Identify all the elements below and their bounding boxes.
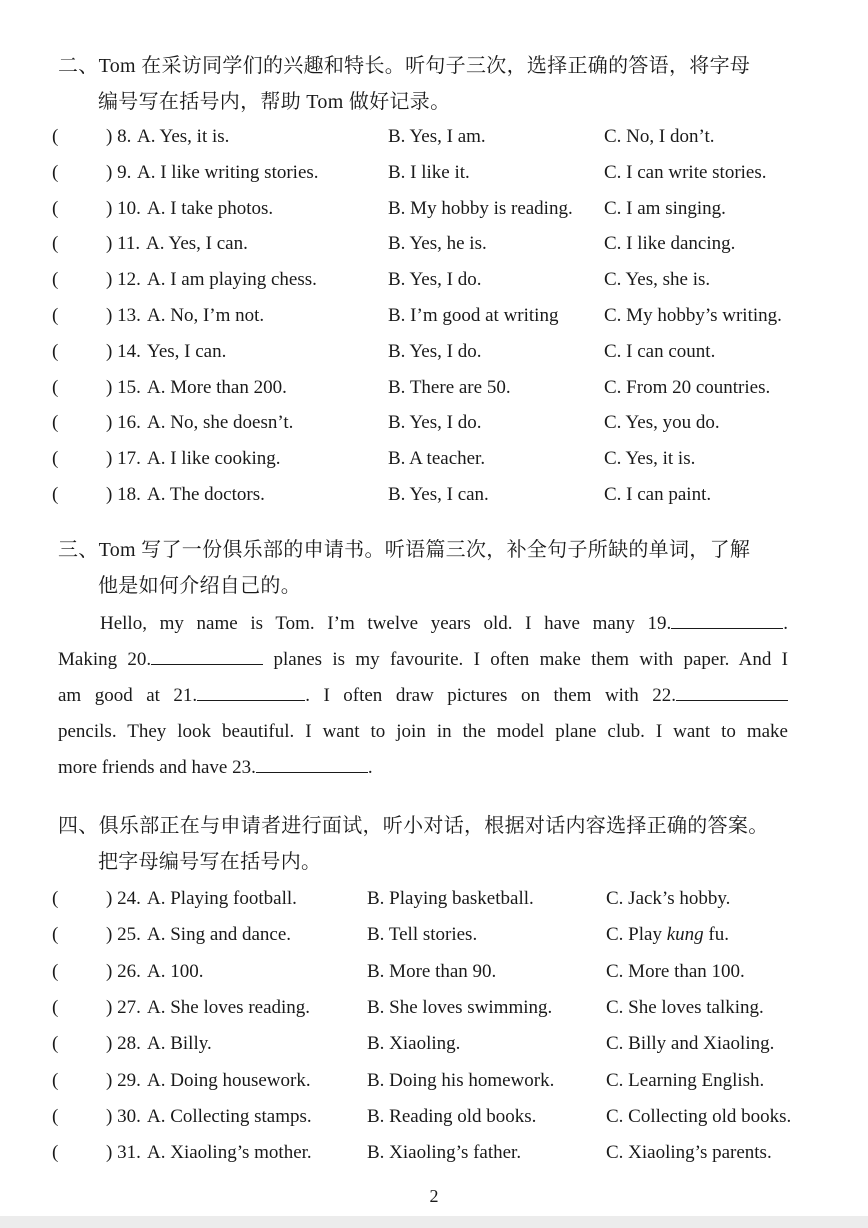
option-b: B. I like it. (388, 161, 470, 183)
question-row (52, 480, 852, 510)
section-2-heading-line1: 二、Tom 在采访同学们的兴趣和特长。听句子三次，选择正确的答语，将字母 (58, 55, 751, 77)
paragraph-text: . I often draw pictures on them with 22. (305, 685, 676, 706)
section-3-heading-line2: 他是如何介绍自己的。 (98, 575, 301, 597)
answer-blank-19[interactable] (671, 608, 783, 629)
option-b: B. Yes, I do. (388, 340, 482, 362)
question-number: ) 15. (106, 376, 141, 398)
option-c: C. I can count. (604, 340, 716, 362)
question-row (52, 1138, 852, 1168)
answer-bracket[interactable]: ( (52, 233, 59, 255)
page-number: 2 (429, 1186, 439, 1206)
answer-bracket[interactable]: ( (52, 269, 59, 291)
option-b: B. My hobby is reading. (388, 197, 573, 219)
answer-bracket[interactable]: ( (52, 1142, 59, 1164)
answer-bracket[interactable]: ( (52, 888, 59, 909)
question-row (52, 158, 852, 188)
option-a: A. I like writing stories. (137, 161, 319, 183)
option-c: C. I like dancing. (604, 233, 736, 255)
option-a: A. No, I’m not. (147, 305, 265, 326)
answer-bracket[interactable]: ( (52, 412, 59, 434)
option-c: C. I can paint. (604, 484, 712, 505)
question-row (52, 229, 852, 259)
answer-bracket[interactable]: ( (52, 197, 59, 219)
option-c: C. Jack’s hobby. (606, 888, 731, 909)
question-number: ) 26. (106, 960, 141, 982)
option-c: C. My hobby’s writing. (604, 305, 782, 326)
option-b: B. Yes, I am. (388, 126, 486, 147)
paragraph-line-1 (58, 606, 788, 642)
question-row (52, 1102, 852, 1132)
option-c-italic: kung (666, 924, 704, 946)
option-a: A. Collecting stamps. (147, 1105, 312, 1127)
option-b: B. More than 90. (367, 960, 497, 982)
question-number: ) 25. (106, 924, 141, 946)
answer-bracket[interactable]: ( (52, 161, 59, 183)
question-number: ) 16. (106, 412, 141, 434)
paragraph-line-5 (58, 750, 788, 786)
answer-bracket[interactable]: ( (52, 340, 59, 362)
paragraph-line-2 (58, 642, 788, 678)
section-4-heading-line1: 四、俱乐部正在与申请者进行面试，听小对话，根据对话内容选择正确的答案。 (58, 815, 769, 837)
option-b: B. She loves swimming. (367, 996, 553, 1018)
option-a: A. Xiaoling’s mother. (147, 1142, 312, 1164)
question-number: ) 13. (106, 305, 141, 326)
question-number: ) 8. (106, 126, 132, 147)
paragraph-line-4: pencils. They look beautiful. I want to join in the model plane club. I want to make (58, 721, 788, 742)
option-c: C. From 20 countries. (604, 376, 771, 398)
question-number: ) 9. (106, 161, 132, 183)
question-row (52, 265, 852, 295)
option-a: A. 100. (147, 960, 204, 982)
option-b: B. Doing his homework. (367, 1069, 555, 1091)
question-number: ) 31. (106, 1142, 141, 1164)
question-row (52, 122, 852, 152)
paragraph-text: am good at 21. (58, 685, 198, 706)
question-row (52, 1066, 852, 1096)
answer-bracket[interactable]: ( (52, 1105, 59, 1127)
option-a: A. I take photos. (147, 197, 274, 219)
question-number: ) 17. (106, 448, 141, 470)
option-c: C. Learning English. (606, 1069, 765, 1091)
scan-edge (0, 1216, 868, 1228)
option-a: A. Doing housework. (147, 1069, 311, 1091)
question-number: ) 14. (106, 340, 141, 362)
option-b: B. A teacher. (388, 448, 486, 470)
option-a: A. Playing football. (147, 888, 297, 909)
paragraph-text: . (783, 613, 788, 634)
option-a: A. Billy. (147, 1033, 212, 1055)
question-number: ) 27. (106, 996, 141, 1018)
option-a: A. More than 200. (147, 376, 287, 398)
answer-blank-20[interactable] (151, 644, 263, 665)
question-row (52, 444, 852, 474)
option-c-text: C. Play (606, 924, 667, 946)
paragraph-text: more friends and have 23. (58, 757, 256, 778)
question-number: ) 30. (106, 1105, 141, 1127)
option-b: B. Yes, I can. (388, 484, 489, 505)
question-number: ) 29. (106, 1069, 141, 1091)
question-row (52, 373, 852, 403)
option-a: A. I like cooking. (147, 448, 281, 470)
option-a: A. She loves reading. (147, 996, 311, 1018)
option-c: C. More than 100. (606, 960, 745, 982)
option-a: Yes, I can. (147, 340, 227, 362)
question-number: ) 10. (106, 197, 141, 219)
answer-blank-21[interactable] (197, 680, 305, 701)
question-number: ) 12. (106, 269, 141, 291)
option-a: A. Sing and dance. (147, 924, 292, 946)
answer-blank-23[interactable] (256, 752, 368, 773)
option-a: A. The doctors. (147, 484, 265, 505)
question-number: ) 28. (106, 1033, 141, 1055)
answer-bracket[interactable]: ( (52, 1069, 59, 1091)
paragraph-text: . (367, 757, 373, 778)
question-row (52, 920, 852, 950)
option-a: A. Yes, it is. (137, 126, 230, 147)
option-b: B. Reading old books. (367, 1105, 537, 1127)
answer-bracket[interactable]: ( (52, 960, 59, 982)
option-b: B. Yes, I do. (388, 269, 482, 291)
option-a: A. No, she doesn’t. (147, 412, 294, 434)
answer-bracket[interactable]: ( (52, 305, 59, 326)
option-c (606, 920, 729, 950)
option-b: B. There are 50. (388, 376, 511, 398)
paragraph-line-3 (58, 678, 788, 714)
paragraph-text: Hello, my name is Tom. I’m twelve years old. I have many 19. (100, 613, 672, 634)
section-3-heading (58, 532, 838, 604)
option-b: B. Xiaoling. (367, 1033, 461, 1055)
answer-bracket[interactable]: ( (52, 126, 59, 147)
question-row (52, 408, 852, 438)
option-c: C. Yes, it is. (604, 448, 696, 470)
option-c: C. Collecting old books. (606, 1105, 792, 1127)
option-c: C. She loves talking. (606, 996, 764, 1018)
option-a: A. I am playing chess. (147, 269, 317, 291)
option-b: B. Yes, he is. (388, 233, 487, 255)
section-2-heading (58, 48, 838, 120)
question-row (52, 194, 852, 224)
section-3-heading-line1: 三、Tom 写了一份俱乐部的申请书。听语篇三次，补全句子所缺的单词，了解 (58, 539, 751, 561)
answer-bracket[interactable]: ( (52, 996, 59, 1018)
option-c: C. Yes, you do. (604, 412, 720, 434)
option-c: C. Xiaoling’s parents. (606, 1142, 772, 1164)
answer-bracket[interactable]: ( (52, 1033, 59, 1055)
option-b: B. Yes, I do. (388, 412, 482, 434)
answer-bracket[interactable]: ( (52, 448, 59, 470)
answer-bracket[interactable]: ( (52, 924, 59, 946)
question-row (52, 1029, 852, 1059)
paragraph-text: Making 20. (58, 649, 152, 670)
option-b: B. Tell stories. (367, 924, 478, 946)
option-c: C. I can write stories. (604, 161, 767, 183)
answer-bracket[interactable]: ( (52, 484, 59, 505)
option-b: B. I’m good at writing (388, 305, 559, 326)
option-b: B. Playing basketball. (367, 888, 534, 909)
section-4-heading-line2: 把字母编号写在括号内。 (98, 851, 322, 873)
question-row (52, 993, 852, 1023)
option-c: C. I am singing. (604, 197, 726, 219)
option-c: C. Billy and Xiaoling. (606, 1033, 775, 1055)
option-a: A. Yes, I can. (146, 233, 248, 255)
option-c-text: fu. (703, 924, 729, 946)
answer-bracket[interactable]: ( (52, 376, 59, 398)
option-b: B. Xiaoling’s father. (367, 1142, 522, 1164)
section-2-heading-line2: 编号写在括号内，帮助 Tom 做好记录。 (98, 91, 451, 113)
question-number: ) 11. (106, 233, 141, 255)
option-c: C. No, I don’t. (604, 126, 715, 147)
section-4-heading (58, 808, 838, 880)
paragraph-text: planes is my favourite. I often make them with paper. And I (263, 649, 789, 670)
question-row (52, 884, 852, 914)
question-row (52, 301, 852, 331)
question-number: ) 18. (106, 484, 141, 505)
question-row (52, 337, 852, 367)
question-row (52, 957, 852, 987)
answer-blank-22[interactable] (676, 680, 788, 701)
question-number: ) 24. (106, 888, 141, 909)
application-paragraph (58, 606, 788, 786)
option-c: C. Yes, she is. (604, 269, 711, 291)
